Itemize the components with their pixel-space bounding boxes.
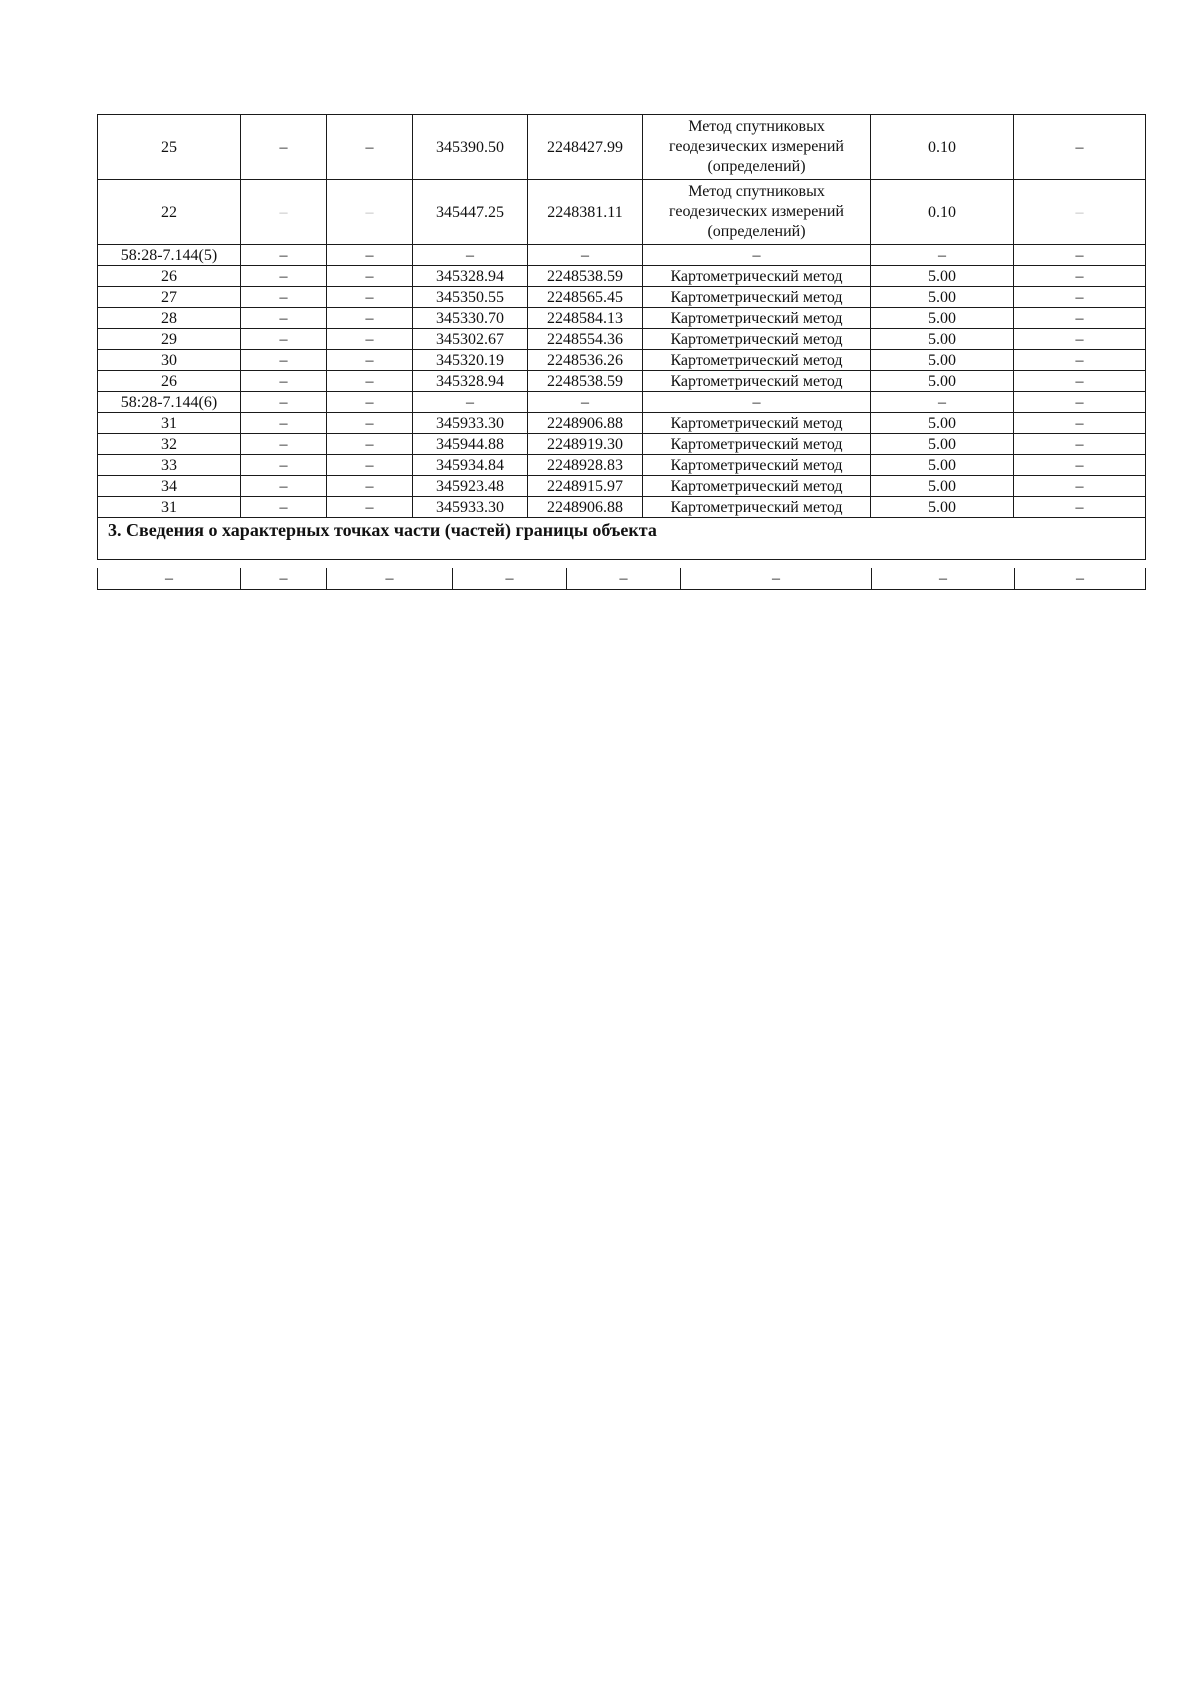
- table-cell: 345320.19: [413, 350, 528, 371]
- table-cell: –: [1014, 434, 1146, 455]
- table-cell: –: [1014, 115, 1146, 180]
- table-cell: –: [327, 180, 413, 245]
- table-cell: 2248919.30: [528, 434, 643, 455]
- table-cell: Картометрический метод: [643, 413, 871, 434]
- table-cell: 0.10: [871, 180, 1014, 245]
- table-row: [98, 476, 1146, 497]
- table-cell: –: [327, 287, 413, 308]
- table-cell: 25: [98, 115, 241, 180]
- table-cell: 2248554.36: [528, 329, 643, 350]
- table-cell: Картометрический метод: [643, 329, 871, 350]
- table-cell: –: [327, 455, 413, 476]
- table-cell: Картометрический метод: [643, 266, 871, 287]
- table-cell: 2248381.11: [528, 180, 643, 245]
- table-cell: –: [327, 115, 413, 180]
- table-cell: –: [1014, 245, 1146, 266]
- table-cell: 22: [98, 180, 241, 245]
- table-cell: Метод спутниковых геодезических измерений (определений): [643, 115, 871, 180]
- table-row: [98, 329, 1146, 350]
- table-cell: 31: [98, 497, 241, 518]
- table-cell: 345328.94: [413, 266, 528, 287]
- table-cell: –: [241, 329, 327, 350]
- table-cell: –: [1014, 371, 1146, 392]
- boundary-points-table: [97, 114, 1146, 560]
- table-cell: –: [241, 392, 327, 413]
- table-row: [98, 392, 1146, 413]
- table-cell: –: [327, 245, 413, 266]
- table-cell: –: [327, 392, 413, 413]
- table-row: [98, 497, 1146, 518]
- table-cell: –: [1014, 413, 1146, 434]
- table-row: [98, 455, 1146, 476]
- table-cell: –: [241, 350, 327, 371]
- table-cell: 29: [98, 329, 241, 350]
- table-cell: 345390.50: [413, 115, 528, 180]
- table-cell: –: [681, 568, 872, 590]
- section3-table: [97, 568, 1146, 590]
- table-cell: –: [413, 245, 528, 266]
- table-cell: 28: [98, 308, 241, 329]
- table-cell: 5.00: [871, 455, 1014, 476]
- table-cell: 345933.30: [413, 497, 528, 518]
- table-cell: –: [1014, 329, 1146, 350]
- table-cell: 2248538.59: [528, 371, 643, 392]
- table-cell: 5.00: [871, 497, 1014, 518]
- table-cell: –: [241, 434, 327, 455]
- table-cell: 5.00: [871, 434, 1014, 455]
- table-cell: –: [241, 308, 327, 329]
- table-row: [98, 180, 1146, 245]
- table-cell: –: [327, 308, 413, 329]
- table-cell: 5.00: [871, 371, 1014, 392]
- table-cell: –: [1014, 392, 1146, 413]
- table-cell: 5.00: [871, 413, 1014, 434]
- table-cell: –: [241, 371, 327, 392]
- table-cell: –: [241, 455, 327, 476]
- table-cell: –: [1015, 568, 1146, 590]
- table-cell: –: [327, 476, 413, 497]
- table-cell: –: [643, 245, 871, 266]
- table-cell: 2248915.97: [528, 476, 643, 497]
- table-cell: Картометрический метод: [643, 287, 871, 308]
- table-cell: –: [1014, 476, 1146, 497]
- table-cell: 2248565.45: [528, 287, 643, 308]
- table-row: [98, 413, 1146, 434]
- table-cell: –: [453, 568, 567, 590]
- table-row: [98, 371, 1146, 392]
- table-cell: –: [528, 392, 643, 413]
- table-cell: 5.00: [871, 266, 1014, 287]
- table-cell: –: [327, 413, 413, 434]
- table-cell: –: [872, 568, 1015, 590]
- table-cell: –: [1014, 350, 1146, 371]
- table-cell: Картометрический метод: [643, 497, 871, 518]
- table-cell: 345933.30: [413, 413, 528, 434]
- table-cell: –: [413, 392, 528, 413]
- table-cell: 2248906.88: [528, 413, 643, 434]
- table-cell: –: [1014, 266, 1146, 287]
- section-title: 3. Сведения о характерных точках части (частей) границы объекта: [98, 518, 1146, 560]
- table-cell: –: [241, 413, 327, 434]
- table-cell: Картометрический метод: [643, 308, 871, 329]
- table-cell: 27: [98, 287, 241, 308]
- table-cell: 0.10: [871, 115, 1014, 180]
- table-cell: –: [1014, 180, 1146, 245]
- table-cell: 30: [98, 350, 241, 371]
- table-row: [98, 245, 1146, 266]
- table-row: [98, 287, 1146, 308]
- table-cell: 26: [98, 266, 241, 287]
- table-body: [98, 115, 1146, 560]
- table-cell: –: [98, 568, 241, 590]
- table-row: [98, 434, 1146, 455]
- table-cell: 33: [98, 455, 241, 476]
- section-header-row: [98, 518, 1146, 560]
- table-cell: –: [241, 180, 327, 245]
- table-cell: 34: [98, 476, 241, 497]
- table-cell: –: [1014, 455, 1146, 476]
- section3-body: [98, 568, 1146, 590]
- table-cell: 5.00: [871, 308, 1014, 329]
- table-cell: –: [871, 392, 1014, 413]
- table-cell: –: [1014, 308, 1146, 329]
- table-cell: Метод спутниковых геодезических измерений (определений): [643, 180, 871, 245]
- table-cell: 345944.88: [413, 434, 528, 455]
- table-cell: Картометрический метод: [643, 371, 871, 392]
- table-cell: 345934.84: [413, 455, 528, 476]
- table-cell: 58:28-7.144(5): [98, 245, 241, 266]
- table-cell: –: [241, 245, 327, 266]
- table-cell: –: [327, 350, 413, 371]
- table-cell: 2248536.26: [528, 350, 643, 371]
- table-cell: 345350.55: [413, 287, 528, 308]
- table-cell: Картометрический метод: [643, 350, 871, 371]
- table-cell: –: [327, 434, 413, 455]
- table-cell: –: [241, 476, 327, 497]
- table-cell: –: [241, 568, 327, 590]
- table-cell: –: [1014, 287, 1146, 308]
- table-cell: 2248906.88: [528, 497, 643, 518]
- table-cell: 345330.70: [413, 308, 528, 329]
- table-cell: –: [528, 245, 643, 266]
- table-cell: –: [241, 497, 327, 518]
- table-cell: –: [643, 392, 871, 413]
- table-cell: 2248538.59: [528, 266, 643, 287]
- table-cell: 345302.67: [413, 329, 528, 350]
- table-row: [98, 266, 1146, 287]
- table-cell: –: [327, 497, 413, 518]
- table-cell: 31: [98, 413, 241, 434]
- table-cell: 2248427.99: [528, 115, 643, 180]
- table-cell: 345447.25: [413, 180, 528, 245]
- table-cell: 32: [98, 434, 241, 455]
- table-cell: –: [327, 371, 413, 392]
- table-cell: 2248584.13: [528, 308, 643, 329]
- table-cell: 5.00: [871, 350, 1014, 371]
- table-cell: 5.00: [871, 329, 1014, 350]
- table-cell: –: [241, 287, 327, 308]
- table-row: [98, 350, 1146, 371]
- table-cell: 2248928.83: [528, 455, 643, 476]
- table-cell: 345923.48: [413, 476, 528, 497]
- table-cell: 5.00: [871, 476, 1014, 497]
- table-cell: 26: [98, 371, 241, 392]
- table-cell: –: [1014, 497, 1146, 518]
- table-row: [98, 115, 1146, 180]
- table-row: [98, 308, 1146, 329]
- table-cell: 345328.94: [413, 371, 528, 392]
- table-cell: Картометрический метод: [643, 476, 871, 497]
- table-cell: –: [567, 568, 681, 590]
- table-cell: –: [327, 266, 413, 287]
- table-cell: –: [871, 245, 1014, 266]
- table-cell: –: [241, 266, 327, 287]
- table-cell: 5.00: [871, 287, 1014, 308]
- table-cell: 58:28-7.144(6): [98, 392, 241, 413]
- table-cell: –: [241, 115, 327, 180]
- table-cell: –: [327, 329, 413, 350]
- table-cell: Картометрический метод: [643, 455, 871, 476]
- table-row: [98, 568, 1146, 590]
- table-cell: –: [327, 568, 453, 590]
- table-cell: Картометрический метод: [643, 434, 871, 455]
